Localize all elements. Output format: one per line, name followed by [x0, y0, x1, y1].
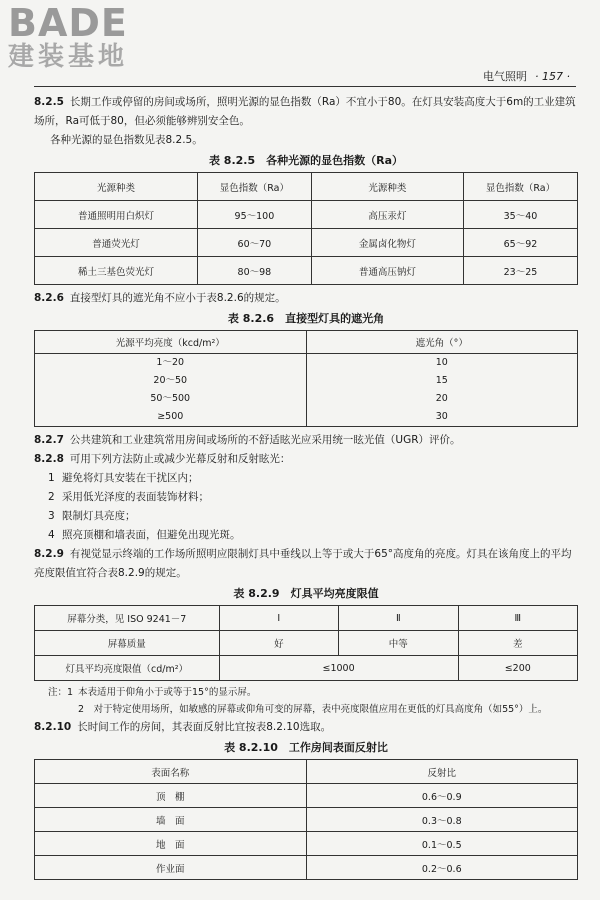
table-row [35, 229, 578, 257]
table-cell: 23～25 [463, 257, 577, 285]
clause-number: 8.2.6 [34, 292, 64, 304]
table-cell: 65～92 [463, 229, 577, 257]
note-number: 2 [78, 704, 85, 715]
table-row [35, 856, 578, 880]
clause-number: 8.2.5 [34, 96, 64, 108]
table-row [35, 631, 578, 656]
table-cell: 差 [458, 631, 577, 656]
table-8-2-5 [34, 172, 578, 285]
item-text: 采用低光泽度的表面装饰材料； [62, 491, 209, 503]
clause-number: 8.2.10 [34, 721, 72, 733]
table-note-1 [34, 684, 578, 701]
row-label: 灯具平均亮度限值（cd/m²） [35, 656, 220, 681]
clause-text: 直接型灯具的遮光角不应小于表8.2.6的规定。 [69, 292, 286, 304]
note-label: 注：1 [48, 687, 74, 698]
header-rule [34, 86, 576, 87]
col-header: 光源种类 [311, 173, 463, 201]
page-number: · 157 · [535, 70, 570, 83]
col-header: 显色指数（Ra） [463, 173, 577, 201]
angle-cell [306, 354, 578, 427]
item-number: 3 [48, 510, 55, 522]
table-value: 30 [435, 411, 448, 422]
item-number: 4 [48, 529, 55, 541]
item-number: 2 [48, 491, 55, 503]
table-row [35, 257, 578, 285]
clause-text: 可用下列方法防止或减少光幕反射和反射眩光： [69, 453, 291, 465]
table-value: ≥500 [157, 411, 184, 422]
clause-number: 8.2.7 [34, 434, 64, 446]
col-header: 表面名称 [35, 760, 307, 784]
list-item [34, 469, 578, 488]
clause-8-2-8 [34, 450, 578, 469]
clause-text: 长期工作或停留的房间或场所，照明光源的显色指数（Ra）不宜小于80。在灯具安装高度大于6m的工业建筑场所，Ra可低于80，但必须能够辨别安全色。 [34, 96, 576, 127]
table-8-2-9 [34, 605, 578, 681]
chapter-title: 电气照明 [483, 70, 528, 83]
table-cell: 0.3～0.8 [306, 808, 578, 832]
table-value: 50～500 [150, 393, 191, 404]
table-cell: 普通照明用白炽灯 [35, 201, 198, 229]
table-cell: ≤200 [458, 656, 577, 681]
table-row [35, 656, 578, 681]
table-cell: 80～98 [197, 257, 311, 285]
table-header-row [35, 760, 578, 784]
table-cell: 顶 棚 [35, 784, 307, 808]
logo [8, 1, 178, 72]
col-header: 光源种类 [35, 173, 198, 201]
table-cell: 95～100 [197, 201, 311, 229]
table-value: 1～20 [156, 357, 185, 368]
clause-8-2-6 [34, 289, 578, 308]
table-cell: 地 面 [35, 832, 307, 856]
list-item [34, 526, 578, 545]
clause-8-2-9 [34, 545, 578, 583]
table-value: 20 [435, 393, 448, 404]
row-label: 屏幕质量 [35, 631, 220, 656]
logo-wordmark: BADE [8, 1, 128, 45]
table-value: 15 [435, 375, 448, 386]
table-8-2-6 [34, 330, 578, 427]
clause-8-2-10 [34, 718, 578, 737]
list-item [34, 507, 578, 526]
clause-8-2-5-ref: 各种光源的显色指数见表8.2.5。 [50, 134, 203, 146]
item-text: 限制灯具亮度； [62, 510, 136, 522]
table-cell: Ⅰ [219, 606, 338, 631]
item-number: 1 [48, 472, 55, 484]
table-cell: Ⅲ [458, 606, 577, 631]
clause-number: 8.2.8 [34, 453, 64, 465]
table-8-2-10 [34, 759, 578, 880]
table-value: 20～50 [153, 375, 188, 386]
table-cell: 金属卤化物灯 [311, 229, 463, 257]
table-cell: 好 [219, 631, 338, 656]
table-cell: 0.6～0.9 [306, 784, 578, 808]
table-8-2-5-caption: 表 8.2.5 各种光源的显色指数（Ra） [208, 154, 404, 167]
clause-8-2-7 [34, 431, 578, 450]
col-header: 反射比 [306, 760, 578, 784]
table-cell: 60～70 [197, 229, 311, 257]
note-text: 对于特定使用场所，如敏感的屏幕或仰角可变的屏幕，表中亮度限值应用在更低的灯具高度角（如55°）上。 [93, 704, 548, 715]
note-text: 本表适用于仰角小于或等于15°的显示屏。 [78, 687, 257, 698]
table-cell: 中等 [339, 631, 458, 656]
col-header: 遮光角（°） [306, 331, 578, 354]
table-header-row [35, 173, 578, 201]
table-note-2 [34, 701, 578, 718]
item-text: 避免将灯具安装在干扰区内； [62, 472, 199, 484]
table-cell: 35～40 [463, 201, 577, 229]
table-header-row [35, 331, 578, 354]
table-cell: 0.1～0.5 [306, 832, 578, 856]
table-cell: 作业面 [35, 856, 307, 880]
clause-number: 8.2.9 [34, 548, 64, 560]
clause-text: 长时间工作的房间，其表面反射比宜按表8.2.10选取。 [77, 721, 332, 733]
table-value: 10 [435, 357, 448, 368]
table-8-2-10-caption: 表 8.2.10 工作房间表面反射比 [224, 741, 388, 754]
table-cell: 墙 面 [35, 808, 307, 832]
list-item [34, 488, 578, 507]
row-label: 屏幕分类，见 ISO 9241－7 [35, 606, 220, 631]
page-content [34, 93, 578, 880]
clause-8-2-5 [34, 93, 578, 131]
table-row [35, 354, 578, 427]
table-cell: 高压汞灯 [311, 201, 463, 229]
table-8-2-9-caption: 表 8.2.9 灯具平均亮度限值 [233, 587, 379, 600]
table-cell: 普通高压钠灯 [311, 257, 463, 285]
table-cell: 普通荧光灯 [35, 229, 198, 257]
clause-text: 有视觉显示终端的工作场所照明应限制灯具中垂线以上等于或大于65°高度角的亮度。灯具在该角度上的平均亮度限值宜符合表8.2.9的规定。 [34, 548, 572, 579]
table-cell: ≤1000 [219, 656, 458, 681]
col-header: 光源平均亮度（kcd/m²） [35, 331, 307, 354]
table-cell: Ⅱ [339, 606, 458, 631]
table-row [35, 784, 578, 808]
table-row [35, 832, 578, 856]
table-cell: 0.2～0.6 [306, 856, 578, 880]
logo-subtitle: 建装基地 [8, 42, 129, 72]
clause-text: 公共建筑和工业建筑常用房间或场所的不舒适眩光应采用统一眩光值（UGR）评价。 [69, 434, 461, 446]
running-head [483, 68, 570, 84]
table-cell: 稀土三基色荧光灯 [35, 257, 198, 285]
table-row [35, 606, 578, 631]
table-row [35, 808, 578, 832]
luminance-cell [35, 354, 307, 427]
col-header: 显色指数（Ra） [197, 173, 311, 201]
table-row [35, 201, 578, 229]
item-text: 照亮顶棚和墙表面，但避免出现光斑。 [62, 529, 241, 541]
table-8-2-6-caption: 表 8.2.6 直接型灯具的遮光角 [227, 312, 385, 325]
